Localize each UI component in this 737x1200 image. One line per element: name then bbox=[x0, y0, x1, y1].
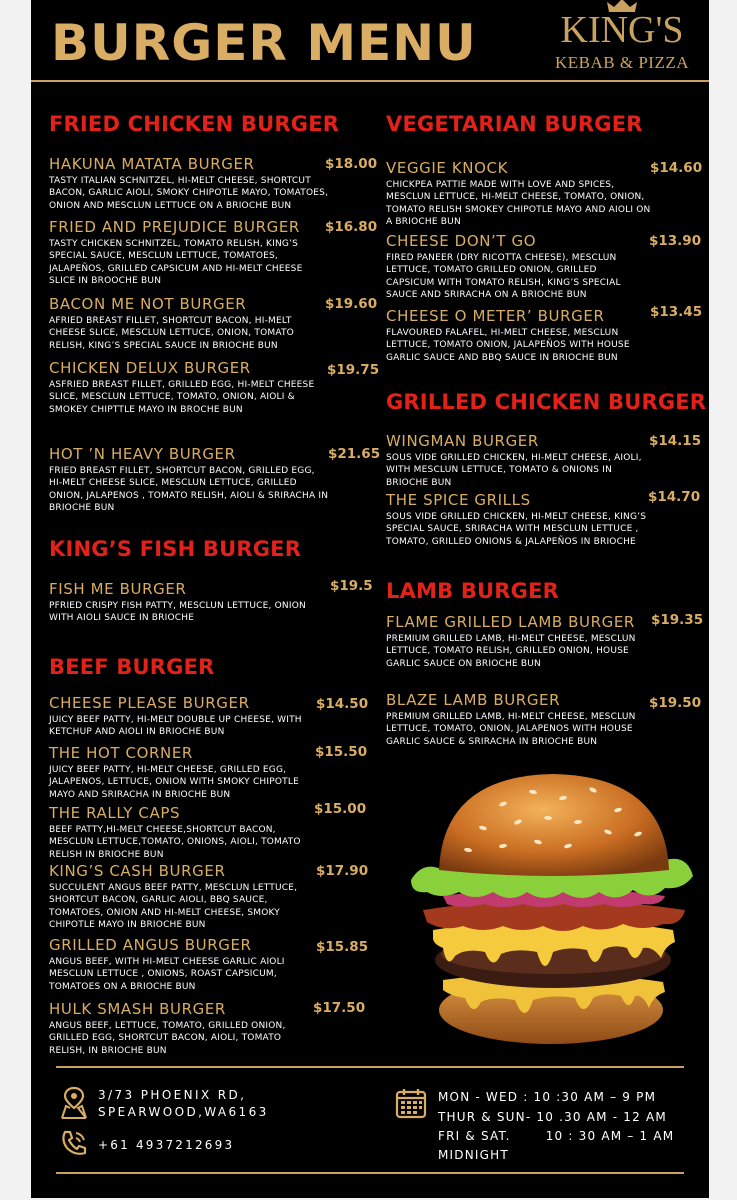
logo-subtitle: KEBAB & PIZZA bbox=[555, 53, 689, 72]
item-description: AFRIED BREAST FILLET, SHORTCUT BACON, HI-MELT CHEESE SLICE, MESCLUN LETTUCE, ONION, TOMATO RELISH, KING’S SPECIAL SAUCE IN BRIOCHE BUN bbox=[49, 316, 294, 351]
section-kings-fish: KING’S FISH BURGER bbox=[49, 537, 302, 561]
menu-item bbox=[386, 614, 661, 670]
item-price: $14.15 bbox=[649, 433, 702, 449]
address-line-2: SPEARWOOD,WA6163 bbox=[98, 1105, 269, 1119]
item-name: HOT ’N HEAVY BURGER bbox=[49, 445, 236, 463]
item-name: GRILLED ANGUS BURGER bbox=[49, 936, 252, 954]
menu-item bbox=[386, 160, 651, 228]
section-beef: BEEF BURGER bbox=[49, 655, 215, 679]
menu-item bbox=[49, 863, 314, 931]
item-name: FRIED AND PREJUDICE BURGER bbox=[49, 218, 300, 236]
hours-line-4: MIDNIGHT bbox=[438, 1148, 509, 1162]
menu-item bbox=[49, 695, 314, 739]
item-description: FLAVOURED FALAFEL, HI-MELT CHEESE, MESCLUN LETTUCE, TOMATO ONION, JALAPEÑOS WITH HOUSE GARLIC SAUCE AND BBQ SAUCE IN BRIOCHE BUN bbox=[386, 328, 630, 363]
logo-name: KING'S bbox=[560, 9, 684, 51]
item-description: SOUS VIDE GRILLED CHICKEN, HI-MELT CHEESE, AIOLI, WITH MESCLUN LETTUCE, TOMATO & ONIONS IN BRIOCHE BUN bbox=[386, 453, 642, 488]
hours-line-3: FRI & SAT. 10 : 30 AM – 1 AM bbox=[438, 1129, 675, 1143]
menu-item bbox=[386, 233, 646, 301]
item-description: SOUS VIDE GRILLED CHICKEN, HI-MELT CHEESE, KING’S SPECIAL SAUCE, SRIRACHA WITH MESCLUN LETTUCE , TOMATO, GRILLED ONIONS & JALAPEÑOS IN BRIOCHE bbox=[386, 512, 647, 547]
item-description: JUICY BEEF PATTY, HI-MELT CHEESE, GRILLED EGG, JALAPENOS, LETTUCE, ONION WITH SMOKY CHIPOTLE MAYO AND SRIRACHA IN BRIOCHE BUN bbox=[49, 765, 299, 800]
item-description: ANGUS BEEF, LETTUCE, TOMATO, GRILLED ONION, GRILLED EGG, SHORTCUT BACON, AIOLI, TOMATO RELISH, IN BRIOCHE BUN bbox=[49, 1021, 286, 1056]
menu-item bbox=[386, 433, 646, 489]
item-price: $17.50 bbox=[313, 1000, 366, 1016]
item-name: HAKUNA MATATA BURGER bbox=[49, 155, 255, 173]
item-description: CHICKPEA PATTIE MADE WITH LOVE AND SPICES, MESCLUN LETTUCE, HI-MELT CHEESE, TOMATO, ONION, TOMATO RELISH SMOKEY CHIPOTLE MAYO AND AIOLI ON A BRIOCHE BUN bbox=[386, 180, 651, 227]
item-price: $13.90 bbox=[649, 233, 702, 249]
item-description: PREMIUM GRILLED LAMB, HI-MELT CHEESE, MESCLUN LETTUCE, TOMATO RELISH, GRILLED ONION, HOUSE GARLIC SAUCE ON BRIOCHE BUN bbox=[386, 634, 636, 669]
item-name: CHEESE O METER’ BURGER bbox=[386, 307, 605, 325]
menu-title: BURGER MENU bbox=[51, 14, 477, 72]
phone-number: +61 4937212693 bbox=[98, 1138, 235, 1152]
item-price: $18.00 bbox=[325, 156, 378, 172]
menu-item bbox=[49, 296, 329, 352]
item-description: TASTY CHICKEN SCHNITZEL, TOMATO RELISH, KING’S SPECIAL SAUCE, MESCLUN LETTUCE, TOMATOES, JALAPEÑOS, GRILLED CAPSICUM AND HI-MELT CHEESE SLICE IN BROOCHE BUN bbox=[49, 239, 303, 286]
item-price: $16.80 bbox=[325, 219, 378, 235]
item-description: TASTY ITALIAN SCHNITZEL, HI-MELT CHEESE, SHORTCUT BACON, GARLIC AIOLI, SMOKY CHIPOTLE MAYO, TOMATOES, ONION AND MESCLUN LETTUCE ON A BRIOCHE BUN bbox=[49, 176, 329, 211]
menu-item bbox=[49, 360, 329, 416]
item-name: CHEESE PLEASE BURGER bbox=[49, 694, 250, 712]
item-price: $19.60 bbox=[325, 296, 378, 312]
menu-header bbox=[31, 0, 709, 82]
menu-item bbox=[49, 937, 309, 993]
item-description: ANGUS BEEF, WITH HI-MELT CHEESE GARLIC AIOLI MESCLUN LETTUCE , ONIONS, ROAST CAPSICUM, TOMATOES ON A BRIOCHE BUN bbox=[49, 957, 285, 992]
item-price: $19.35 bbox=[651, 612, 704, 628]
item-description: BEEF PATTY,HI-MELT CHEESE,SHORTCUT BACON, MESCLUN LETTUCE,TOMATO, ONIONS, AIOLI, TOMATO RELISH IN BRIOCHE BUN bbox=[49, 825, 301, 860]
item-name: BACON ME NOT BURGER bbox=[49, 295, 247, 313]
item-name: THE RALLY CAPS bbox=[49, 804, 181, 822]
phone-icon bbox=[59, 1128, 89, 1158]
item-name: VEGGIE KNOCK bbox=[386, 159, 509, 177]
item-name: HULK SMASH BURGER bbox=[49, 1000, 226, 1018]
burger-illustration bbox=[403, 770, 698, 1050]
item-name: WINGMAN BURGER bbox=[386, 432, 539, 450]
item-price: $21.65 bbox=[328, 446, 381, 462]
footer-divider-bottom bbox=[56, 1172, 684, 1174]
kings-logo bbox=[547, 0, 697, 78]
address-line-1: 3/73 PHOENIX RD, bbox=[98, 1088, 247, 1102]
menu-item bbox=[49, 581, 319, 625]
menu-poster bbox=[31, 0, 709, 1198]
item-price: $15.50 bbox=[315, 744, 368, 760]
item-price: $17.90 bbox=[316, 863, 369, 879]
menu-item bbox=[386, 308, 646, 364]
menu-item bbox=[49, 219, 329, 287]
item-description: PREMIUM GRILLED LAMB, HI-MELT CHEESE, MESCLUN LETTUCE, TOMATO, ONION, JALAPENOS WITH HOUSE GARLIC SAUCE & SRIRACHA IN BRIOCHE BUN bbox=[386, 712, 636, 747]
item-price: $19.5 bbox=[330, 578, 373, 594]
menu-item bbox=[49, 156, 349, 212]
item-price: $13.45 bbox=[650, 304, 703, 320]
header-divider bbox=[31, 80, 709, 82]
item-price: $14.50 bbox=[316, 696, 369, 712]
item-name: FISH ME BURGER bbox=[49, 580, 187, 598]
item-name: CHEESE DON’T GO bbox=[386, 232, 537, 250]
item-description: FIRED PANEER (DRY RICOTTA CHEESE), MESCLUN LETTUCE, TOMATO GRILLED ONION, GRILLED CAPSICUM WITH TOMATO RELISH, KING’S SPECIAL SAUCE AND SRIRACHA ON A BRIOCHE BUN bbox=[386, 253, 621, 300]
menu-item bbox=[49, 805, 314, 861]
item-price: $15.00 bbox=[314, 801, 367, 817]
item-description: ASFRIED BREAST FILLET, GRILLED EGG, HI-MELT CHEESE SLICE, MESCLUN LETTUCE, TOMATO, ONION, AIOLI & SMOKEY CHIPTTLE MAYO IN BROCHE BUN bbox=[49, 380, 315, 415]
item-description: JUICY BEEF PATTY, HI-MELT DOUBLE UP CHEESE, WITH KETCHUP AND AIOLI IN BRIOCHE BUN bbox=[49, 715, 302, 738]
item-price: $14.70 bbox=[648, 489, 701, 505]
item-price: $15.85 bbox=[316, 939, 369, 955]
item-name: BLAZE LAMB BURGER bbox=[386, 691, 561, 709]
section-grilled-chicken: GRILLED CHICKEN BURGER bbox=[386, 390, 707, 414]
item-name: THE SPICE GRILLS bbox=[386, 491, 531, 509]
item-description: FRIED BREAST FILLET, SHORTCUT BACON, GRILLED EGG, HI-MELT CHEESE SLICE, MESCLUN LETTUCE, GRILLED ONION, JALAPENOS , TOMATO RELISH, AIOLI & SRIRACHA IN BRIOCHE BUN bbox=[49, 466, 329, 513]
menu-item bbox=[386, 492, 651, 548]
location-map-icon bbox=[60, 1086, 88, 1120]
item-name: FLAME GRILLED LAMB BURGER bbox=[386, 613, 635, 631]
hours-line-2: THUR & SUN- 10 .30 AM - 12 AM bbox=[438, 1110, 667, 1124]
item-name: THE HOT CORNER bbox=[49, 744, 193, 762]
menu-item bbox=[49, 446, 331, 514]
item-name: KING’S CASH BURGER bbox=[49, 862, 226, 880]
item-price: $19.75 bbox=[327, 362, 380, 378]
section-lamb: LAMB BURGER bbox=[386, 579, 560, 603]
calendar-icon bbox=[395, 1087, 427, 1119]
item-description: PFRIED CRISPY FISH PATTY, MESCLUN LETTUCE, ONION WITH AIOLI SAUCE IN BRIOCHE bbox=[49, 601, 306, 624]
hours-line-1: MON - WED : 10 :30 AM – 9 PM bbox=[438, 1090, 657, 1104]
menu-item bbox=[386, 692, 646, 748]
menu-item bbox=[49, 1001, 319, 1057]
footer-divider-top bbox=[56, 1066, 684, 1068]
item-price: $19.50 bbox=[649, 695, 702, 711]
item-name: CHICKEN DELUX BURGER bbox=[49, 359, 251, 377]
item-price: $14.60 bbox=[650, 160, 703, 176]
menu-item bbox=[49, 745, 314, 801]
item-description: SUCCULENT ANGUS BEEF PATTY, MESCLUN LETTUCE, SHORTCUT BACON, GARLIC AIOLI, BBQ SAUCE, TOMATOES, ONION AND HI-MELT CHEESE, SMOKY CHIPOTLE MAYO IN BRIOCHE BUN bbox=[49, 883, 298, 930]
section-fried-chicken: FRIED CHICKEN BURGER bbox=[49, 112, 340, 136]
section-vegetarian: VEGETARIAN BURGER bbox=[386, 112, 643, 136]
